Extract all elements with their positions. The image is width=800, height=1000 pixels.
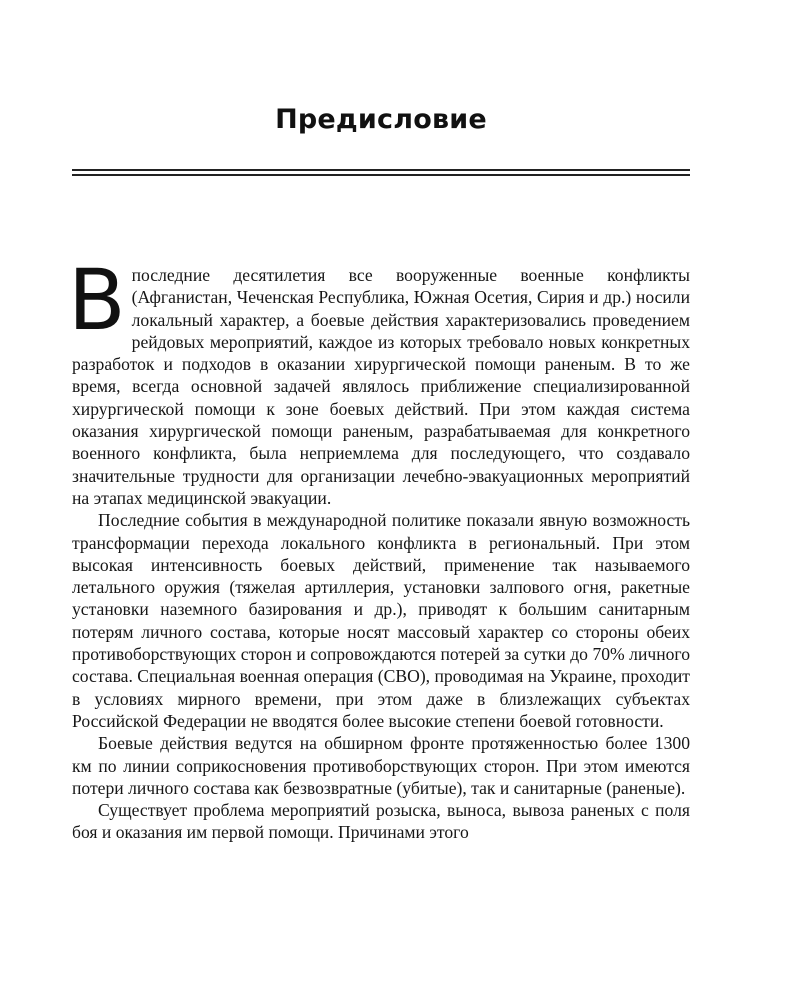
body-text [68, 251, 690, 844]
page-title: Предисловие [275, 104, 487, 135]
paragraph-1-text: последние десятилетия все вооруженные военные конфликты (Афганистан, Чеченская Республика, Южная Осетия, Сирия и др.) носили локальный характер, а боевые действия характеризовались проведением рейдовых мероприятий, каждое из которых требовало новых конкретных разработок и подходов в оказании хирургической помощи раненым. В то же время, всегда основной задачей являлось приближение специализированной хирургической помощи к зоне боевых действий. При этом каждая система оказания хирургической помощи раненым, разрабатываемая для конкретного военного конфликта, была неприемлема для последующего, что создавало значительные трудности для организации лечебно-эвакуационных мероприятий на этапах медицинской эвакуации. [72, 265, 690, 508]
title-double-rule [72, 169, 690, 176]
paragraph-4: Существует проблема мероприятий розыска, выноса, вывоза раненых с поля боя и оказания им первой помощи. Причинами этого [72, 800, 690, 843]
paragraph-2: Последние события в международной политике показали явную возможность трансформации перехода локального конфликта в региональный. При этом высокая интенсивность боевых действий, применение так называемого летального оружия (тяжелая артиллерия, установки залпового огня, ракетные установки наземного базирования и др.), приводят к большим санитарным потерям личного состава, которые носят массовый характер со стороны обеих противоборствующих сторон и сопровождаются потерей за сутки до 70% личного состава. Специальная военная операция (СВО), проводимая на Украине, проходит в условиях мирного времени, при этом даже в близлежащих субъектах Российской Федерации не вводятся более высокие степени боевой готовности. [72, 510, 690, 731]
drop-cap-letter: В [68, 251, 126, 349]
paragraph-3: Боевые действия ведутся на обширном фронте протяженностью более 1300 км по линии соприкосновения противоборствующих сторон. При этом имеются потери личного состава как безвозвратные (убитые), так и санитарные (раненые). [72, 733, 690, 798]
paragraph-1 [68, 251, 690, 509]
